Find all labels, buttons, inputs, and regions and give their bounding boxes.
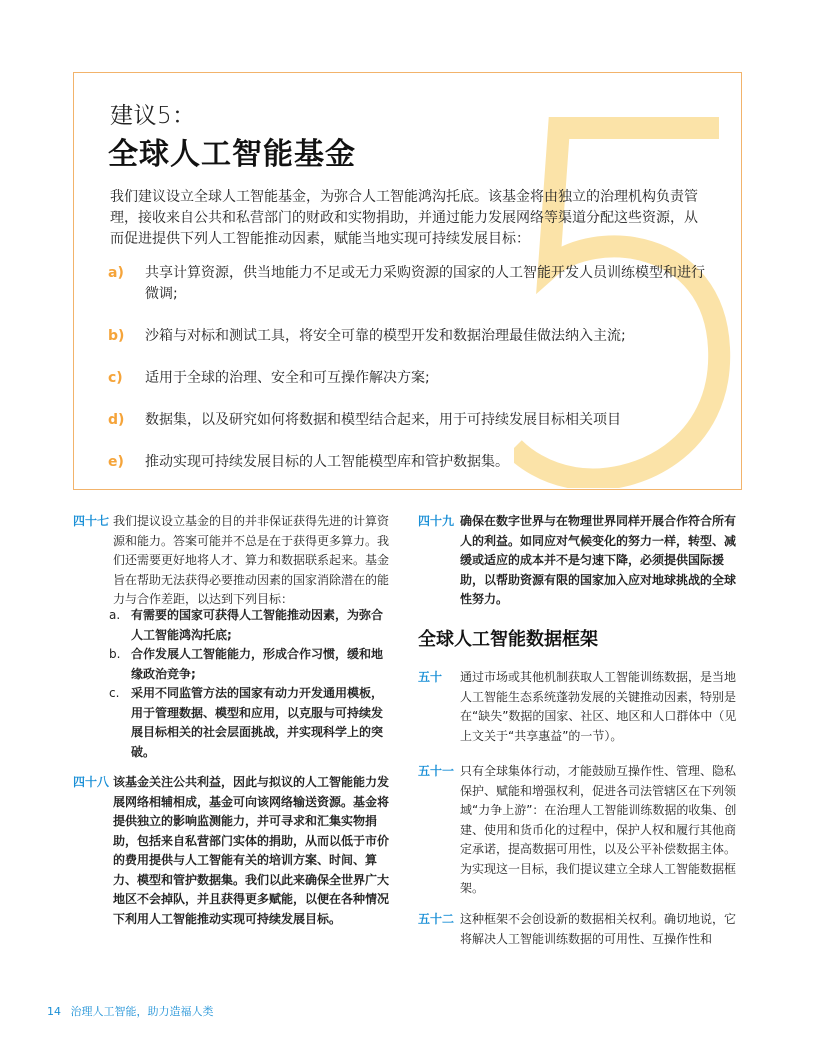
page-footer xyxy=(47,1003,214,1019)
big-number-text: 5 xyxy=(514,78,515,79)
paragraph-number: 四十七 xyxy=(73,514,110,528)
list-item-letter: a) xyxy=(108,265,124,281)
paragraph-text: 该基金关注公共利益，因此与拟议的人工智能能力发展网络相辅相成，基金可向该网络输送资源。基金将提供独立的影响监测能力，并可寻求和汇集实物捐助，包括来自私营部门实体的捐助，从而以低于市价的费用提供与人工智能有关的培训方案、时间、算力、模型和管护数据集。我们以此来确保全世界广大地区不会掉队，并且获得更多赋能，以便在各种情况下利用人工智能推动实现可持续发展目标。 xyxy=(113,775,390,926)
list-item-letter: e) xyxy=(108,454,124,470)
list-item-text: 共享计算资源，供当地能力不足或无力采购资源的国家的人工智能开发人员训练模型和进行微调; xyxy=(145,265,705,302)
list-item-text: 沙箱与对标和测试工具，将安全可靠的模型开发和数据治理最佳做法纳入主流; xyxy=(145,328,626,344)
sub-item-letter: b. xyxy=(109,647,121,661)
list-item-letter: d) xyxy=(108,412,125,428)
paragraph-number: 五十一 xyxy=(418,764,455,778)
page-number: 14 xyxy=(47,1005,61,1018)
sub-item-text: 采用不同监管方法的国家有动力开发通用模板，用于管理数据、模型和应用，以克服与可持续发展目标相关的社会层面挑战，并实现科学上的突破。 xyxy=(131,686,384,759)
list-item-letter: c) xyxy=(108,370,123,386)
paragraph-text: 这种框架不会创设新的数据相关权利。确切地说，它将解决人工智能训练数据的可用性、互操作性和 xyxy=(460,912,737,946)
list-item-letter: b) xyxy=(108,328,125,344)
list-item-text: 推动实现可持续发展目标的人工智能模型库和管护数据集。 xyxy=(145,454,509,470)
list-item-text: 适用于全球的治理、安全和可互操作解决方案; xyxy=(145,370,430,386)
section-title: 全球人工智能数据框架 xyxy=(418,629,598,650)
paragraph-text: 通过市场或其他机制获取人工智能训练数据，是当地人工智能生态系统蓬勃发展的关键推动因素，特别是在“缺失”数据的国家、社区、地区和人口群体中（见上文关于“共享惠益”的一节）。 xyxy=(460,670,737,743)
recommendation-intro: 我们建议设立全球人工智能基金，为弥合人工智能鸿沟托底。该基金将由独立的治理机构负责管理，接收来自公共和私营部门的财政和实物捐助，并通过能力发展网络等渠道分配这些资源，从而促进提供下列人工智能推动因素，赋能当地实现可持续发展目标： xyxy=(110,189,698,247)
list-item-text: 数据集，以及研究如何将数据和模型结合起来，用于可持续发展目标相关项目 xyxy=(145,412,621,428)
sub-item-letter: c. xyxy=(109,686,120,700)
paragraph-number: 四十八 xyxy=(73,775,110,789)
recommendation-box xyxy=(73,72,742,490)
recommendation-label: 建议5： xyxy=(110,103,196,129)
paragraph-text: 确保在数字世界与在物理世界同样开展合作符合所有人的利益。如同应对气候变化的努力一样，转型、减缓或适应的成本并不是匀速下降，必须提供国际援助，以帮助资源有限的国家加入应对地球挑战的全球性努力。 xyxy=(460,514,737,606)
paragraph-text: 我们提议设立基金的目的并非保证获得先进的计算资源和能力。答案可能并不总是在于获得更多算力。我们还需要更好地将人才、算力和数据联系起来。基金旨在帮助无法获得必要推动因素的国家消除潜在的能力与合作差距，以达到下列目标： xyxy=(113,514,390,606)
paragraph-number: 五十二 xyxy=(418,912,455,926)
sub-item-text: 有需要的国家可获得人工智能推动因素，为弥合人工智能鸿沟托底; xyxy=(131,608,384,642)
paragraph-number: 四十九 xyxy=(418,514,455,528)
footer-title: 治理人工智能，助力造福人类 xyxy=(70,1005,214,1018)
paragraph-number: 五十 xyxy=(418,670,443,684)
recommendation-title: 全球人工智能基金 xyxy=(108,137,356,172)
sub-item-text: 合作发展人工智能能力，形成合作习惯，缓和地缘政治竞争; xyxy=(131,647,384,681)
paragraph-text: 只有全球集体行动，才能鼓励互操作性、管理、隐私保护、赋能和增强权利，促进各司法管辖区在下列领域“力争上游”：在治理人工智能训练数据的收集、创建、使用和货币化的过程中，保护人权和履行其他商定承诺，提高数据可用性，以及公平补偿数据主体。为实现这一目标，我们提议建立全球人工智能数据框架。 xyxy=(460,764,737,895)
sub-item-letter: a. xyxy=(109,608,121,622)
